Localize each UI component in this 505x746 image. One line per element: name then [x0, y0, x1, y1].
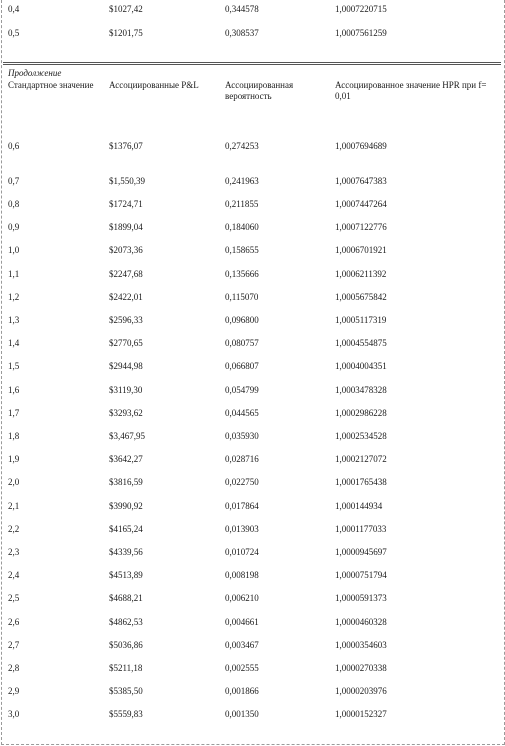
std-value-cell: 3,0	[8, 709, 20, 719]
page-frame	[1, 0, 505, 745]
hpr-cell: 1,0000152327	[335, 709, 387, 719]
std-value-cell: 2,4	[8, 570, 20, 580]
table-row	[0, 175, 505, 187]
hpr-cell: 1,0000460328	[335, 617, 387, 627]
std-value-cell: 1,1	[8, 269, 20, 279]
table-row	[0, 476, 505, 488]
std-value-cell: 2,2	[8, 524, 20, 534]
std-value-cell: 2,3	[8, 547, 20, 557]
probability-cell: 0,001350	[225, 709, 259, 719]
pl-cell: $1027,42	[109, 4, 143, 14]
hpr-cell: 1,0000591373	[335, 593, 387, 603]
probability-cell: 0,002555	[225, 663, 259, 673]
std-value-cell: 1,0	[8, 245, 20, 255]
pl-cell: $2770,65	[109, 338, 143, 348]
hpr-cell: 1,0003478328	[335, 385, 387, 395]
probability-cell: 0,135666	[225, 269, 259, 279]
std-value-cell: 0,4	[8, 4, 20, 14]
hpr-cell: 1,0001177033	[335, 524, 387, 534]
probability-cell: 0,003467	[225, 640, 259, 650]
std-value-cell: 0,7	[8, 176, 20, 186]
hpr-cell: 1,0005117319	[335, 315, 387, 325]
table-row	[0, 685, 505, 697]
std-value-cell: 2,1	[8, 501, 20, 511]
probability-cell: 0,054799	[225, 385, 259, 395]
hpr-cell: 1,0004004351	[335, 361, 387, 371]
hpr-cell: 1,0007561259	[335, 28, 387, 38]
table-row	[0, 500, 505, 512]
table-row	[0, 639, 505, 651]
std-value-cell: 1,7	[8, 408, 20, 418]
table-row	[0, 708, 505, 720]
probability-cell: 0,001866	[225, 686, 259, 696]
std-value-cell: 2,9	[8, 686, 20, 696]
hpr-cell: 1,0000751794	[335, 570, 387, 580]
pl-cell: $1,550,39	[109, 176, 145, 186]
probability-cell: 0,066807	[225, 361, 259, 371]
table-row	[0, 384, 505, 396]
hpr-cell: 1,0000354603	[335, 640, 387, 650]
pl-cell: $4513,89	[109, 570, 143, 580]
probability-cell: 0,241963	[225, 176, 259, 186]
pl-cell: $3,467,95	[109, 431, 145, 441]
page-separator	[3, 62, 501, 65]
pl-cell: $1899,04	[109, 222, 143, 232]
std-value-cell: 1,4	[8, 338, 20, 348]
std-value-cell: 1,3	[8, 315, 20, 325]
std-value-cell: 1,5	[8, 361, 20, 371]
std-value-cell: 1,6	[8, 385, 20, 395]
std-value-cell: 0,8	[8, 199, 20, 209]
table-row	[0, 616, 505, 628]
hpr-cell: 1,0002127072	[335, 454, 387, 464]
probability-cell: 0,010724	[225, 547, 259, 557]
probability-cell: 0,028716	[225, 454, 259, 464]
hpr-cell: 1,0007220715	[335, 4, 387, 14]
hpr-cell: 1,0000270338	[335, 663, 387, 673]
hpr-cell: 1,0002534528	[335, 431, 387, 441]
probability-cell: 0,158655	[225, 245, 259, 255]
pl-cell: $2422,01	[109, 292, 143, 302]
std-value-cell: 2,6	[8, 617, 20, 627]
table-row	[0, 430, 505, 442]
pl-cell: $2596,33	[109, 315, 143, 325]
probability-cell: 0,017864	[225, 501, 259, 511]
pl-cell: $3293,62	[109, 408, 143, 418]
table-row	[0, 360, 505, 372]
probability-cell: 0,080757	[225, 338, 259, 348]
table-row	[0, 27, 505, 39]
pl-cell: $3816,59	[109, 477, 143, 487]
std-value-cell: 2,8	[8, 663, 20, 673]
probability-cell: 0,044565	[225, 408, 259, 418]
table-row	[0, 337, 505, 349]
std-value-cell: 1,2	[8, 292, 20, 302]
probability-cell: 0,211855	[225, 199, 259, 209]
pl-cell: $1201,75	[109, 28, 143, 38]
hpr-cell: 1,0001765438	[335, 477, 387, 487]
hpr-cell: 1,0007647383	[335, 176, 387, 186]
std-value-cell: 2,5	[8, 593, 20, 603]
hpr-cell: 1,0000945697	[335, 547, 387, 557]
probability-cell: 0,184060	[225, 222, 259, 232]
pl-cell: $2247,68	[109, 269, 143, 279]
std-value-cell: 1,9	[8, 454, 20, 464]
pl-cell: $5036,86	[109, 640, 143, 650]
hpr-cell: 1,0002986228	[335, 408, 387, 418]
hpr-cell: 1,0000203976	[335, 686, 387, 696]
std-value-cell: 0,9	[8, 222, 20, 232]
pl-cell: $4862,53	[109, 617, 143, 627]
hpr-cell: 1,0004554875	[335, 338, 387, 348]
hpr-cell: 1,0005675842	[335, 292, 387, 302]
table-row	[0, 3, 505, 15]
header-associated-probability: Ассоциированная вероятность	[225, 80, 294, 101]
std-value-cell: 0,5	[8, 28, 20, 38]
table-row	[0, 453, 505, 465]
probability-cell: 0,115070	[225, 292, 259, 302]
table-row	[0, 662, 505, 674]
hpr-cell: 1,0007122776	[335, 222, 387, 232]
hpr-cell: 1,0006211392	[335, 269, 387, 279]
hpr-cell: 1,0006701921	[335, 245, 387, 255]
std-value-cell: 2,7	[8, 640, 20, 650]
std-value-cell: 2,0	[8, 477, 20, 487]
pl-cell: $4165,24	[109, 524, 143, 534]
probability-cell: 0,308537	[225, 28, 259, 38]
pl-cell: $2944,98	[109, 361, 143, 371]
probability-cell: 0,035930	[225, 431, 259, 441]
header-associated-pl: Ассоциированные P&L	[109, 80, 199, 90]
pl-cell: $4339,56	[109, 547, 143, 557]
table-row	[0, 569, 505, 581]
table-row	[0, 314, 505, 326]
probability-cell: 0,006210	[225, 593, 259, 603]
pl-cell: $3990,92	[109, 501, 143, 511]
table-row	[0, 140, 505, 152]
header-standard-value: Стандартное значение	[8, 80, 94, 90]
table-row	[0, 546, 505, 558]
table-row	[0, 268, 505, 280]
header-associated-hpr: Ассоциированное значение HPR при f= 0,01	[335, 80, 487, 101]
probability-cell: 0,013903	[225, 524, 259, 534]
table-row	[0, 592, 505, 604]
probability-cell: 0,096800	[225, 315, 259, 325]
table-row	[0, 407, 505, 419]
hpr-cell: 1,000144934	[335, 501, 383, 511]
table-row	[0, 523, 505, 535]
pl-cell: $3642,27	[109, 454, 143, 464]
probability-cell: 0,022750	[225, 477, 259, 487]
probability-cell: 0,008198	[225, 570, 259, 580]
table-row	[0, 198, 505, 210]
pl-cell: $4688,21	[109, 593, 143, 603]
probability-cell: 0,004661	[225, 617, 259, 627]
pl-cell: $1376,07	[109, 141, 143, 151]
probability-cell: 0,344578	[225, 4, 259, 14]
pl-cell: $5211,18	[109, 663, 143, 673]
hpr-cell: 1,0007447264	[335, 199, 387, 209]
pl-cell: $2073,36	[109, 245, 143, 255]
pl-cell: $1724,71	[109, 199, 143, 209]
table-row	[0, 221, 505, 233]
pl-cell: $5385,50	[109, 686, 143, 696]
continuation-label: Продолжение	[8, 68, 62, 78]
table-row	[0, 244, 505, 256]
pl-cell: $3119,30	[109, 385, 143, 395]
std-value-cell: 0,6	[8, 141, 20, 151]
probability-cell: 0,274253	[225, 141, 259, 151]
std-value-cell: 1,8	[8, 431, 20, 441]
pl-cell: $5559,83	[109, 709, 143, 719]
table-row	[0, 291, 505, 303]
hpr-cell: 1,0007694689	[335, 141, 387, 151]
